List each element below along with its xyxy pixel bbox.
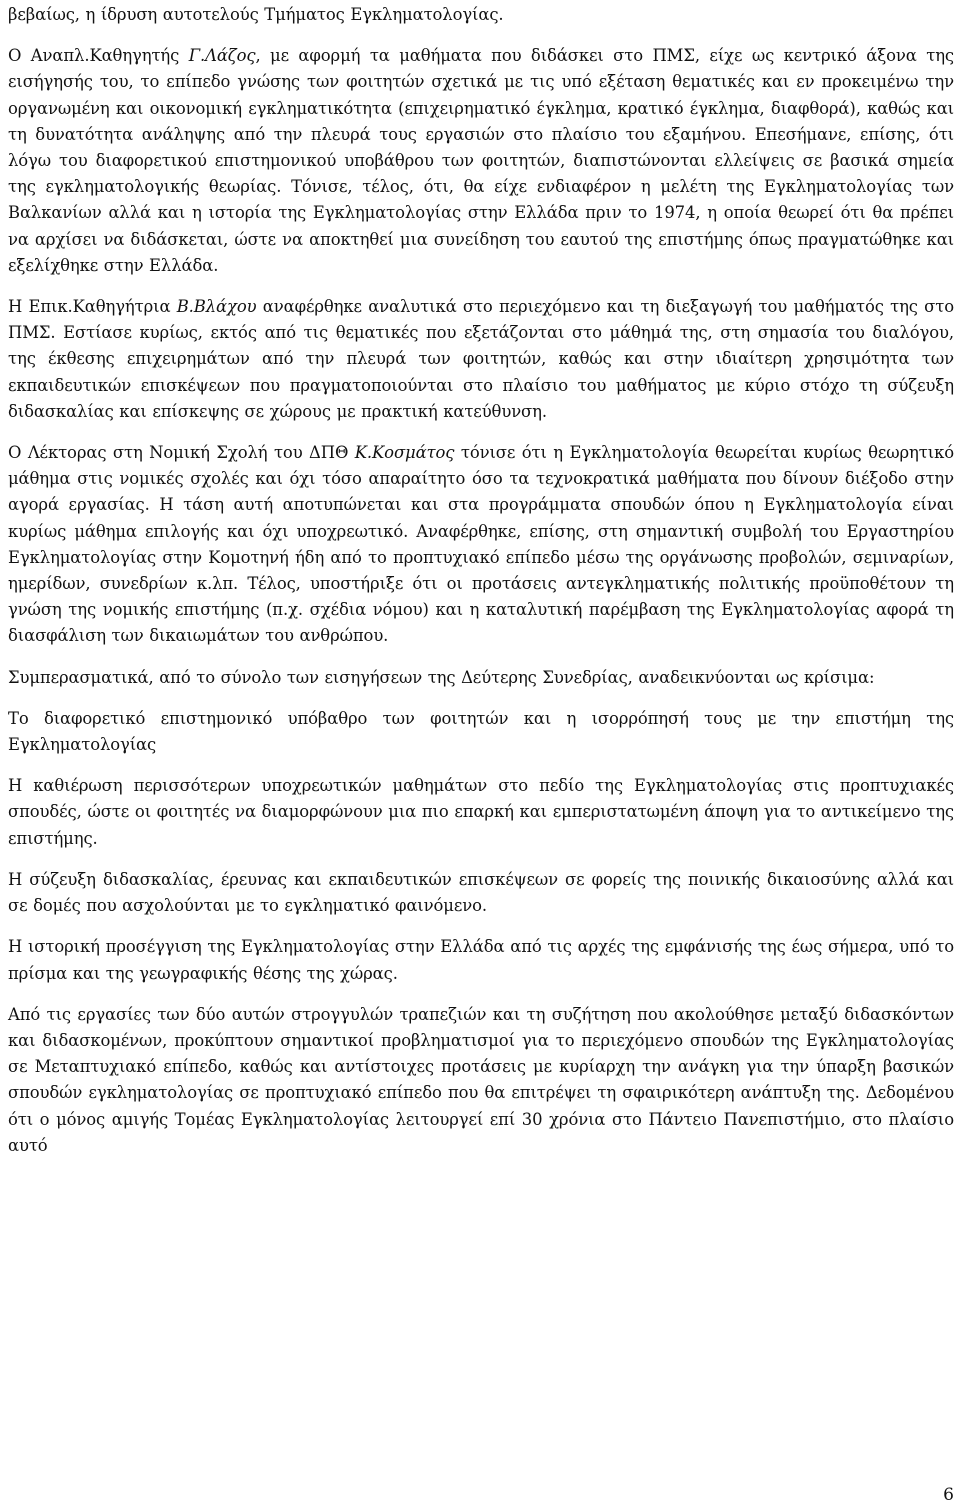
document-page [8, 0, 954, 1174]
paragraph-name-italic: Κ.Κοσμάτος [354, 443, 455, 463]
paragraph-text: , με αφορμή τα μαθήματα που διδάσκει στο ΠΜΣ, είχε ως κεντρικό άξονα της εισήγησής του, το επίπεδο γνώσης των φοιτητών σχετικά με τις υπό εξέταση θεματικές και εν προκειμένω την οργανωμένη και οικονομική εγκληματικότητα (επιχειρηματικό έγκλημα, κρατικό έγκλημα, διαφθορά), καθώς και τη δυνατότητα ανάληψης από την πλευρά τους εργασιών στο πλαίσιο του εξαμήνου. Επεσήμανε, επίσης, ότι λόγω του διαφορετικού επιστημονικού υποβάθρου των φοιτητών, διαπιστώνονται ελλείψεις σε βασικά σημεία της εγκληματολογικής θεωρίας. Τόνισε, τέλος, ότι, θα είχε ενδιαφέρον η μελέτη της Εγκληματολογίας των Βαλκανίων αλλά και η ιστορία της Εγκληματολογίας στην Ελλάδα πριν το 1974, η οποία θεωρεί ότι θα πρέπει να αρχίσει να διδάσκεται, ώστε να αποκτηθεί μια συνείδηση του εαυτού της επιστήμης όπως πραγματώθηκε και εξελίχθηκε στην Ελλάδα. [8, 46, 954, 275]
paragraph-text: Συμπερασματικά, από το σύνολο των εισηγήσεων της Δεύτερης Συνεδρίας, αναδεικνύονται ως κρίσιμα: [8, 667, 875, 687]
paragraph [8, 1002, 954, 1159]
paragraph-text: Η καθιέρωση περισσότερων υποχρεωτικών μαθημάτων στο πεδίο της Εγκληματολογίας στις προπτυχιακές σπουδές, ώστε οι φοιτητές να διαμορφώνουν μια πιο επαρκή και εμπεριστατωμένη άποψη για το αντικείμενο της επιστήμης. [8, 776, 954, 848]
paragraph-text: τόνισε ότι η Εγκληματολογία θεωρείται κυρίως θεωρητικό μάθημα στις νομικές σχολές και όχι τόσο απαραίτητο όσο τα τεχνοκρατικά μαθήματα που δίνουν διέξοδο στην αγορά εργασίας. Η τάση αυτή αποτυπώνεται και στα προγράμματα σπουδών όπου η Εγκληματολογία είναι κυρίως μάθημα επιλογής και όχι υποχρεωτικό. Αναφέρθηκε, επίσης, στη σημαντική συμβολή του Εργαστηρίου Εγκληματολογίας στην Κομοτηνή ήδη από το προπτυχιακό επίπεδο μέσω της οργάνωσης προβολών, σεμιναρίων, ημερίδων, συνεδρίων κ.λπ. Τέλος, υποστήριξε ότι οι προτάσεις αντεγκληματικής πολιτικής προϋποθέτουν τη γνώση της νομικής επιστήμης (π.χ. σχέδια νόμου) και η καταλυτική παρέμβαση της Εγκληματολογίας αφορά τη διασφάλιση των δικαιωμάτων του ανθρώπου. [8, 443, 954, 646]
paragraph-text: Η Επικ.Καθηγήτρια [8, 297, 177, 317]
paragraph [8, 867, 954, 919]
paragraph [8, 2, 954, 28]
paragraph [8, 440, 954, 650]
paragraph [8, 43, 954, 279]
paragraph-text: Από τις εργασίες των δύο αυτών στρογγυλών τραπεζιών και τη συζήτηση που ακολούθησε μεταξύ διδασκόντων και διδασκομένων, προκύπτουν σημαντικοί προβληματισμοί για το περιεχόμενο σπουδών της Εγκληματολογίας σε Μεταπτυχιακό επίπεδο, καθώς και αντίστοιχες προτάσεις με κυρίαρχη την ανάγκη για την ύπαρξη βασικών σπουδών εγκληματολογίας σε προπτυχιακό επίπεδο που θα επιτρέψει τη σφαιρικότερη ανάπτυξη της. Δεδομένου ότι ο μόνος αμιγής Τομέας Εγκληματολογίας λειτουργεί επί 30 χρόνια στο Πάντειο Πανεπιστήμιο, στο πλαίσιο αυτό [8, 1004, 954, 1155]
paragraph-text: Ο Αναπλ.Καθηγητής [8, 46, 189, 66]
paragraph-name-italic: Β.Βλάχου [176, 297, 257, 317]
paragraph-text: Το διαφορετικό επιστημονικό υπόβαθρο των φοιτητών και η ισορρόπησή τους με την επιστήμη της Εγκληματολογίας [8, 708, 954, 755]
paragraph-text: βεβαίως, η ίδρυση αυτοτελούς Τμήματος Εγκληματολογίας. [8, 5, 504, 24]
paragraph-text: αναφέρθηκε αναλυτικά στο περιεχόμενο και τη διεξαγωγή του μαθήματός της στο ΠΜΣ. Εστίασε κυρίως, εκτός από τις θεματικές που εξετάζονται στο μάθημά της, στη σημασία του διαλόγου, της έκθεσης επιχειρημάτων από την πλευρά των φοιτητών, καθώς και στην ιδιαίτερη χρησιμότητα των εκπαιδευτικών επισκέψεων που πραγματοποιούνται στο πλαίσιο του μαθήματος με κύριο στόχο τη σύζευξη διδασκαλίας και επίσκεψης σε χώρους με πρακτική κατεύθυνση. [8, 297, 954, 421]
paragraph-text: Η ιστορική προσέγγιση της Εγκληματολογίας στην Ελλάδα από τις αρχές της εμφάνισής της έως σήμερα, υπό το πρίσμα και της γεωγραφικής θέσης της χώρας. [8, 937, 954, 983]
paragraph-text: Ο Λέκτορας στη Νομική Σχολή του ΔΠΘ [8, 443, 355, 463]
paragraph-name-italic: Γ.Λάζος [188, 46, 256, 66]
page-number: 6 [943, 1485, 954, 1505]
paragraph [8, 294, 954, 425]
paragraph [8, 706, 954, 758]
paragraph [8, 934, 954, 986]
paragraph-text: Η σύζευξη διδασκαλίας, έρευνας και εκπαιδευτικών επισκέψεων σε φορείς της ποινικής δικαιοσύνης αλλά και σε δομές που ασχολούνται με το εγκληματικό φαινόμενο. [8, 869, 954, 916]
paragraph [8, 773, 954, 852]
paragraph [8, 665, 954, 691]
